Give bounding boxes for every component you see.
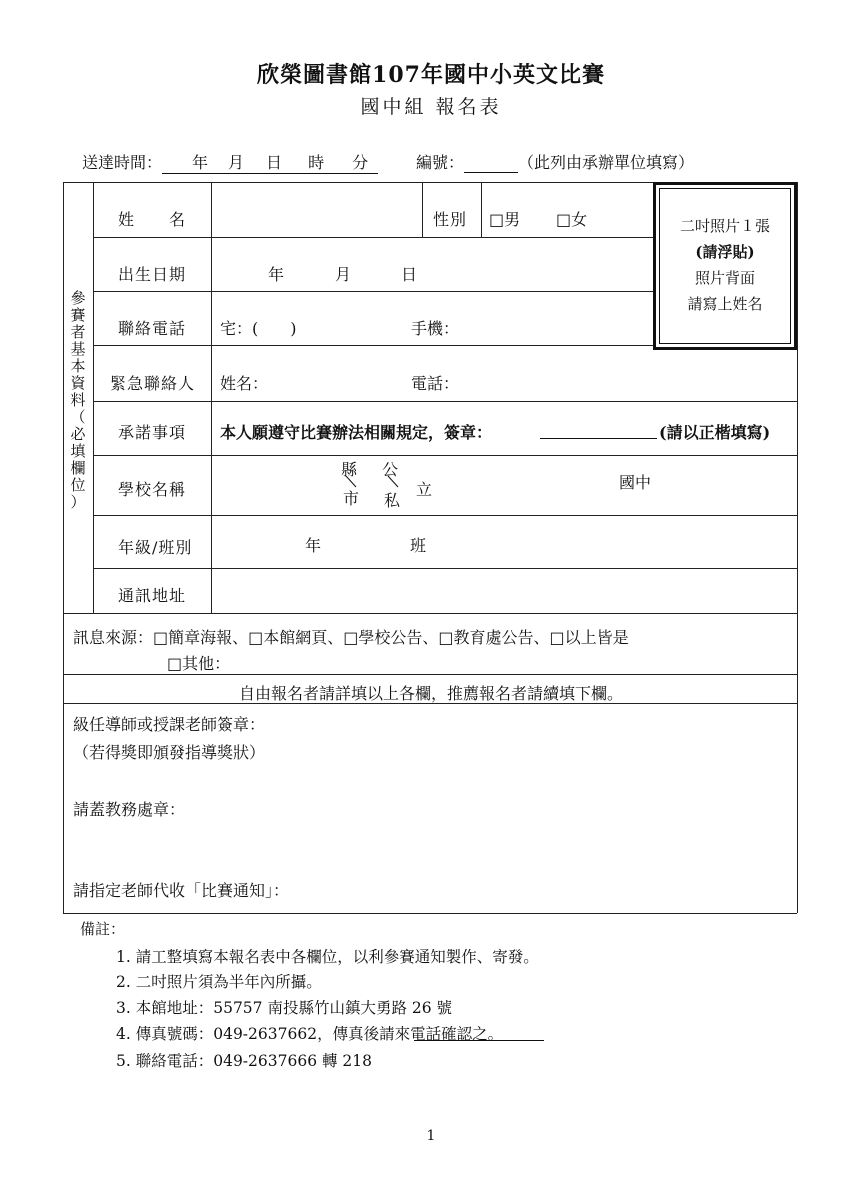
school-private-option: 私 — [384, 491, 401, 510]
grade-class-label: 年級/班別 — [118, 538, 193, 557]
school-established-suffix: 立 — [416, 480, 433, 499]
submission-time-label: 送達時間： — [82, 153, 163, 172]
school-county-option: 縣 — [341, 460, 358, 479]
mobile-phone-field[interactable]: 手機： — [411, 319, 460, 338]
address-label: 通訊地址 — [118, 586, 187, 605]
note-item: 1. 請工整填寫本報名表中各欄位，以利參賽通知製作、寄發。 — [116, 948, 539, 966]
emergency-phone-field[interactable]: 電話： — [411, 374, 460, 393]
emergency-contact-label: 緊急聯絡人 — [110, 374, 196, 393]
pledge-signature-field[interactable] — [540, 420, 657, 439]
academic-office-stamp-label: 請蓋教務處章： — [73, 800, 186, 819]
school-name-label: 學校名稱 — [118, 480, 187, 499]
pledge-note: (請以正楷填寫) — [659, 423, 771, 442]
submission-note: （此列由承辦單位填寫） — [518, 153, 695, 172]
number-label: 編號： — [416, 153, 465, 172]
submission-time-field[interactable]: 年 月 日 時 分 — [162, 150, 378, 174]
pledge-text: 本人願遵守比賽辦法相關規定，簽章： — [220, 423, 493, 442]
birth-month-unit: 月 — [335, 265, 352, 284]
side-label-participant-info: 參 賽 者 基 本 資 料 （ 必 填 欄 位 ） — [70, 289, 86, 511]
notes-title: 備註： — [80, 920, 126, 938]
school-city-option: 市 — [343, 489, 360, 508]
pledge-label: 承諾事項 — [118, 423, 187, 442]
birth-year-unit: 年 — [268, 265, 285, 284]
gender-male-checkbox[interactable]: □男 — [489, 210, 521, 229]
note-item: 3. 本館地址：55757 南投縣竹山鎮大勇路 26 號 — [116, 999, 453, 1017]
gender-label: 性別 — [433, 210, 468, 229]
form-title: 欣榮圖書館107年國中小英文比賽 — [257, 62, 605, 88]
photo-paste-note: (請浮貼) — [695, 243, 755, 261]
page-number: 1 — [426, 1128, 436, 1144]
emergency-name-field[interactable]: 姓名： — [220, 374, 269, 393]
submission-line — [82, 150, 694, 174]
teacher-signature-label: 級任導師或授課老師簽章： — [73, 715, 266, 734]
note-item: 4. 傳真號碼：049-2637662，傳真後請來電話確認之。 — [116, 1025, 504, 1043]
home-phone-field[interactable]: 宅：( ) — [220, 319, 297, 338]
address-field[interactable] — [214, 571, 794, 611]
number-field[interactable] — [464, 153, 518, 173]
gender-female-checkbox[interactable]: □女 — [556, 210, 588, 229]
designated-teacher-label: 請指定老師代收「比賽通知」： — [73, 881, 290, 900]
recommend-note: 自由報名者請詳填以上各欄，推薦報名者請續填下欄。 — [238, 684, 623, 703]
phone-label: 聯絡電話 — [118, 319, 187, 338]
note-item: 2. 二吋照片須為半年內所攝。 — [116, 973, 322, 991]
form-subtitle: 國中組 報名表 — [360, 96, 502, 118]
school-slash-marks — [340, 474, 420, 490]
school-public-option: 公 — [382, 460, 399, 479]
name-field[interactable] — [214, 186, 420, 236]
info-source-other[interactable]: □其他： — [167, 654, 231, 673]
note-item: 5. 聯絡電話：049-2637666 轉 218 — [116, 1052, 373, 1070]
photo-back-text: 照片背面 — [694, 269, 755, 287]
fax-confirm-underline — [414, 1040, 544, 1041]
photo-name-text: 請寫上姓名 — [687, 295, 763, 313]
birth-date-label: 出生日期 — [118, 265, 187, 284]
photo-box — [653, 182, 797, 350]
photo-size-text: 二吋照片１張 — [679, 217, 770, 235]
birth-day-unit: 日 — [401, 265, 418, 284]
info-source-options[interactable]: 訊息來源：□簡章海報、□本館網頁、□學校公告、□教育處公告、□以上皆是 — [73, 628, 629, 647]
school-type-suffix: 國中 — [619, 473, 652, 492]
teacher-signature-note: （若得獎即頒發指導獎狀） — [73, 743, 266, 762]
grade-year-unit: 年 — [305, 536, 322, 555]
grade-class-unit: 班 — [410, 536, 427, 555]
name-label: 姓 名 — [118, 210, 187, 229]
